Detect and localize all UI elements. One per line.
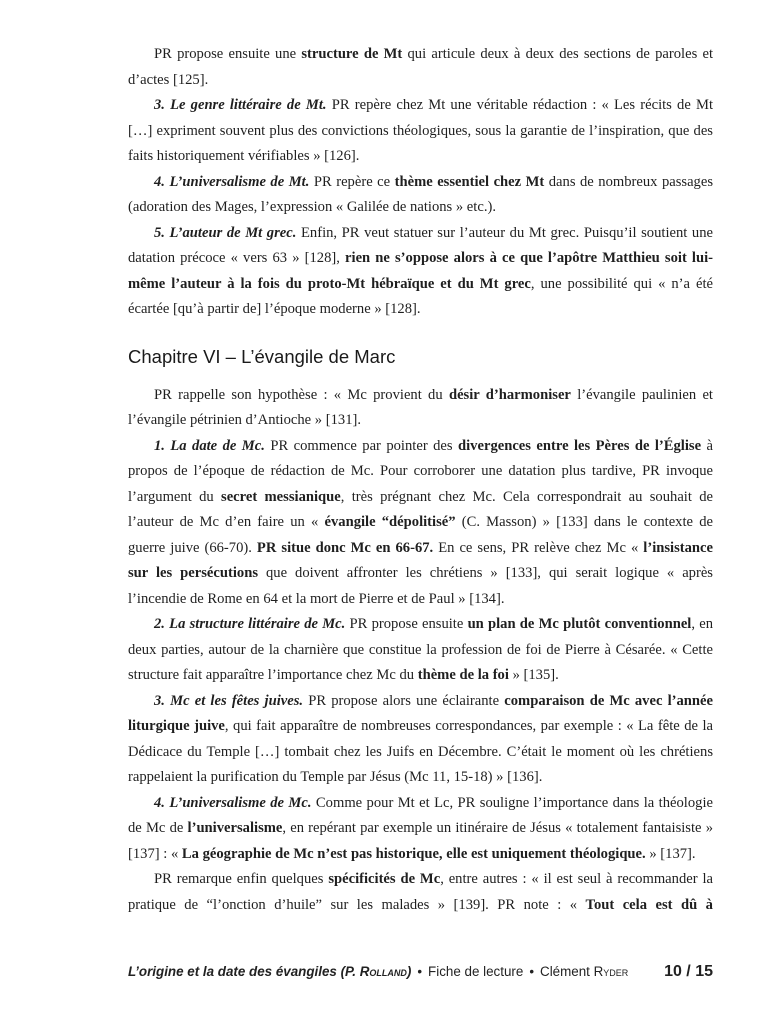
text: » [135]. (508, 667, 559, 683)
paragraph (128, 612, 713, 689)
paragraph (128, 221, 713, 323)
text: Enfin, PR veut statuer sur l’auteur du Mt grec. Puisqu’il soutient une datation précoce « vers 63 » [128], (128, 224, 713, 266)
bold-text: évangile “dépolitisé” (324, 514, 456, 530)
footer-book-title (128, 964, 411, 979)
paragraph (128, 42, 713, 93)
bold-text: l’insistance sur les persécutions (128, 539, 714, 581)
text: PR rappelle son hypothèse : « Mc provient du (154, 386, 449, 403)
bold-text: thème essentiel chez Mt (394, 173, 545, 190)
paragraph (128, 93, 713, 170)
footer-book-title-text: L’origine et la date des évangiles (128, 964, 337, 979)
footer-author-open: (P. (336, 964, 360, 979)
text: Comme pour Mt et Lc, PR souligne l’importance dans la théologie de Mc de (128, 794, 713, 836)
paragraph (128, 689, 713, 791)
footer-section: Fiche de lecture (428, 964, 524, 979)
text: En ce sens, PR relève chez Mc « (433, 539, 644, 556)
bold-text: Tout cela est dû à (585, 896, 713, 913)
bold-text: secret messianique (221, 488, 341, 505)
paragraph-heading: 2. La structure littéraire de Mc. (154, 616, 346, 632)
text: , en deux parties, autour de la charnière que constitue la profession de foi de Pierre à Césarée. « Cette structure fait apparaître l’importance chez Mc du (128, 616, 713, 683)
text: à propos de l’époque de rédaction de Mc. Pour corroborer une datation plus tardive, PR invoque l’argument du (128, 437, 713, 505)
paragraph (128, 383, 713, 434)
footer-author-close: ) (406, 964, 412, 979)
text: PR repère ce (309, 173, 395, 190)
bold-text: PR situe donc Mc en 66-67. (256, 539, 434, 556)
bold-text: structure de Mt (301, 46, 403, 62)
paragraph-heading: 1. La date de Mc. (154, 437, 265, 454)
text: que doivent affronter les chrétiens » [133], qui serait logique « après l’incendie de Rome en 64 et la mort de Pierre et de Paul » [134]. (128, 565, 713, 607)
text: , en repérant par exemple un itinéraire de Jésus « totalement fantaisiste » [137] : « (128, 820, 713, 862)
bold-text: La géographie de Mc n’est pas historique, elle est uniquement théologique. (181, 845, 646, 862)
chapter-heading: Chapitre VI – L’évangile de Marc (128, 345, 396, 367)
footer-author-name: Rolland (359, 964, 407, 979)
paragraph (128, 434, 713, 613)
text: PR propose ensuite (345, 616, 468, 632)
paragraph-heading: 3. Mc et les fêtes juives. (154, 692, 304, 709)
bold-text: comparaison de Mc avec l’année liturgique juive (128, 692, 713, 734)
bold-text: divergences entre les Pères de l’Église (458, 437, 702, 454)
page-body (128, 42, 713, 918)
bold-text: l’universalisme (187, 820, 283, 836)
paragraph-heading: 4. L’universalisme de Mt. (154, 173, 310, 190)
bold-text: thème de la foi (417, 667, 509, 683)
paragraph (128, 791, 713, 868)
footer-bullet: • (417, 964, 423, 979)
text: PR commence par pointer des (264, 437, 459, 454)
text: PR repère chez Mt une véritable rédaction : « Les récits de Mt […] expriment souvent plus des convictions théologiques, sous la garantie de l’inspiration, que des faits historiquement vérifiables » [126]. (128, 97, 713, 164)
footer-writer (540, 964, 628, 979)
footer-writer-first: Clément (540, 964, 594, 979)
text: , entre autres : « il est seul à recommander la pratique de “l’onction d’huile” sur les malades » [139]. PR note : « (128, 871, 714, 913)
text: PR remarque enfin quelques (154, 871, 329, 887)
text: , très prégnant chez Mc. Cela correspondrait au souhait de l’auteur de Mc d’en faire un « (128, 488, 713, 530)
text: PR propose ensuite une (154, 46, 302, 62)
paragraph (128, 867, 713, 918)
page-number: 10 / 15 (664, 963, 713, 980)
page-footer (128, 963, 713, 985)
footer-bullet: • (529, 964, 535, 979)
text: l’évangile paulinien et l’évangile pétrinien d’Antioche » [131]. (128, 386, 713, 428)
paragraph-heading: 4. L’universalisme de Mc. (154, 794, 312, 811)
text: , qui fait apparaître de nombreuses correspondances, par exemple : « La fête de la Dédicace du Temple […] tombait chez les Juifs en Décembre. C’était le moment où les chrétiens rappelaient la purification du Temple par Jésus (Mc 11, 15-18) » [136]. (128, 718, 713, 785)
bold-text: spécificités de Mc (328, 871, 441, 887)
paragraph-heading: 3. Le genre littéraire de Mt. (154, 97, 327, 113)
footer-writer-last: Ryder (593, 964, 629, 979)
bold-text: désir d’harmoniser (448, 386, 571, 403)
paragraph-heading: 5. L’auteur de Mt grec. (154, 224, 297, 241)
paragraph (128, 170, 713, 221)
text: » [137]. (645, 845, 696, 862)
text: dans de nombreux passages (adoration des Mages, l’expression « Galilée de nations » etc.). (128, 173, 714, 215)
text: PR propose alors une éclairante (303, 692, 505, 709)
bold-text: un plan de Mc plutôt conventionnel (467, 616, 692, 632)
text: (C. Masson) » [133] dans le contexte de guerre juive (66-70). (128, 514, 713, 556)
text: , une possibilité qui « n’a été écartée [qu’à partir de] l’époque moderne » [128]. (128, 275, 713, 317)
bold-text: rien ne s’oppose alors à ce que l’apôtre Matthieu soit lui-même l’auteur à la fois du proto-Mt hébraïque et du Mt grec (128, 250, 714, 292)
text: qui articule deux à deux des sections de paroles et d’actes [125]. (128, 46, 713, 88)
